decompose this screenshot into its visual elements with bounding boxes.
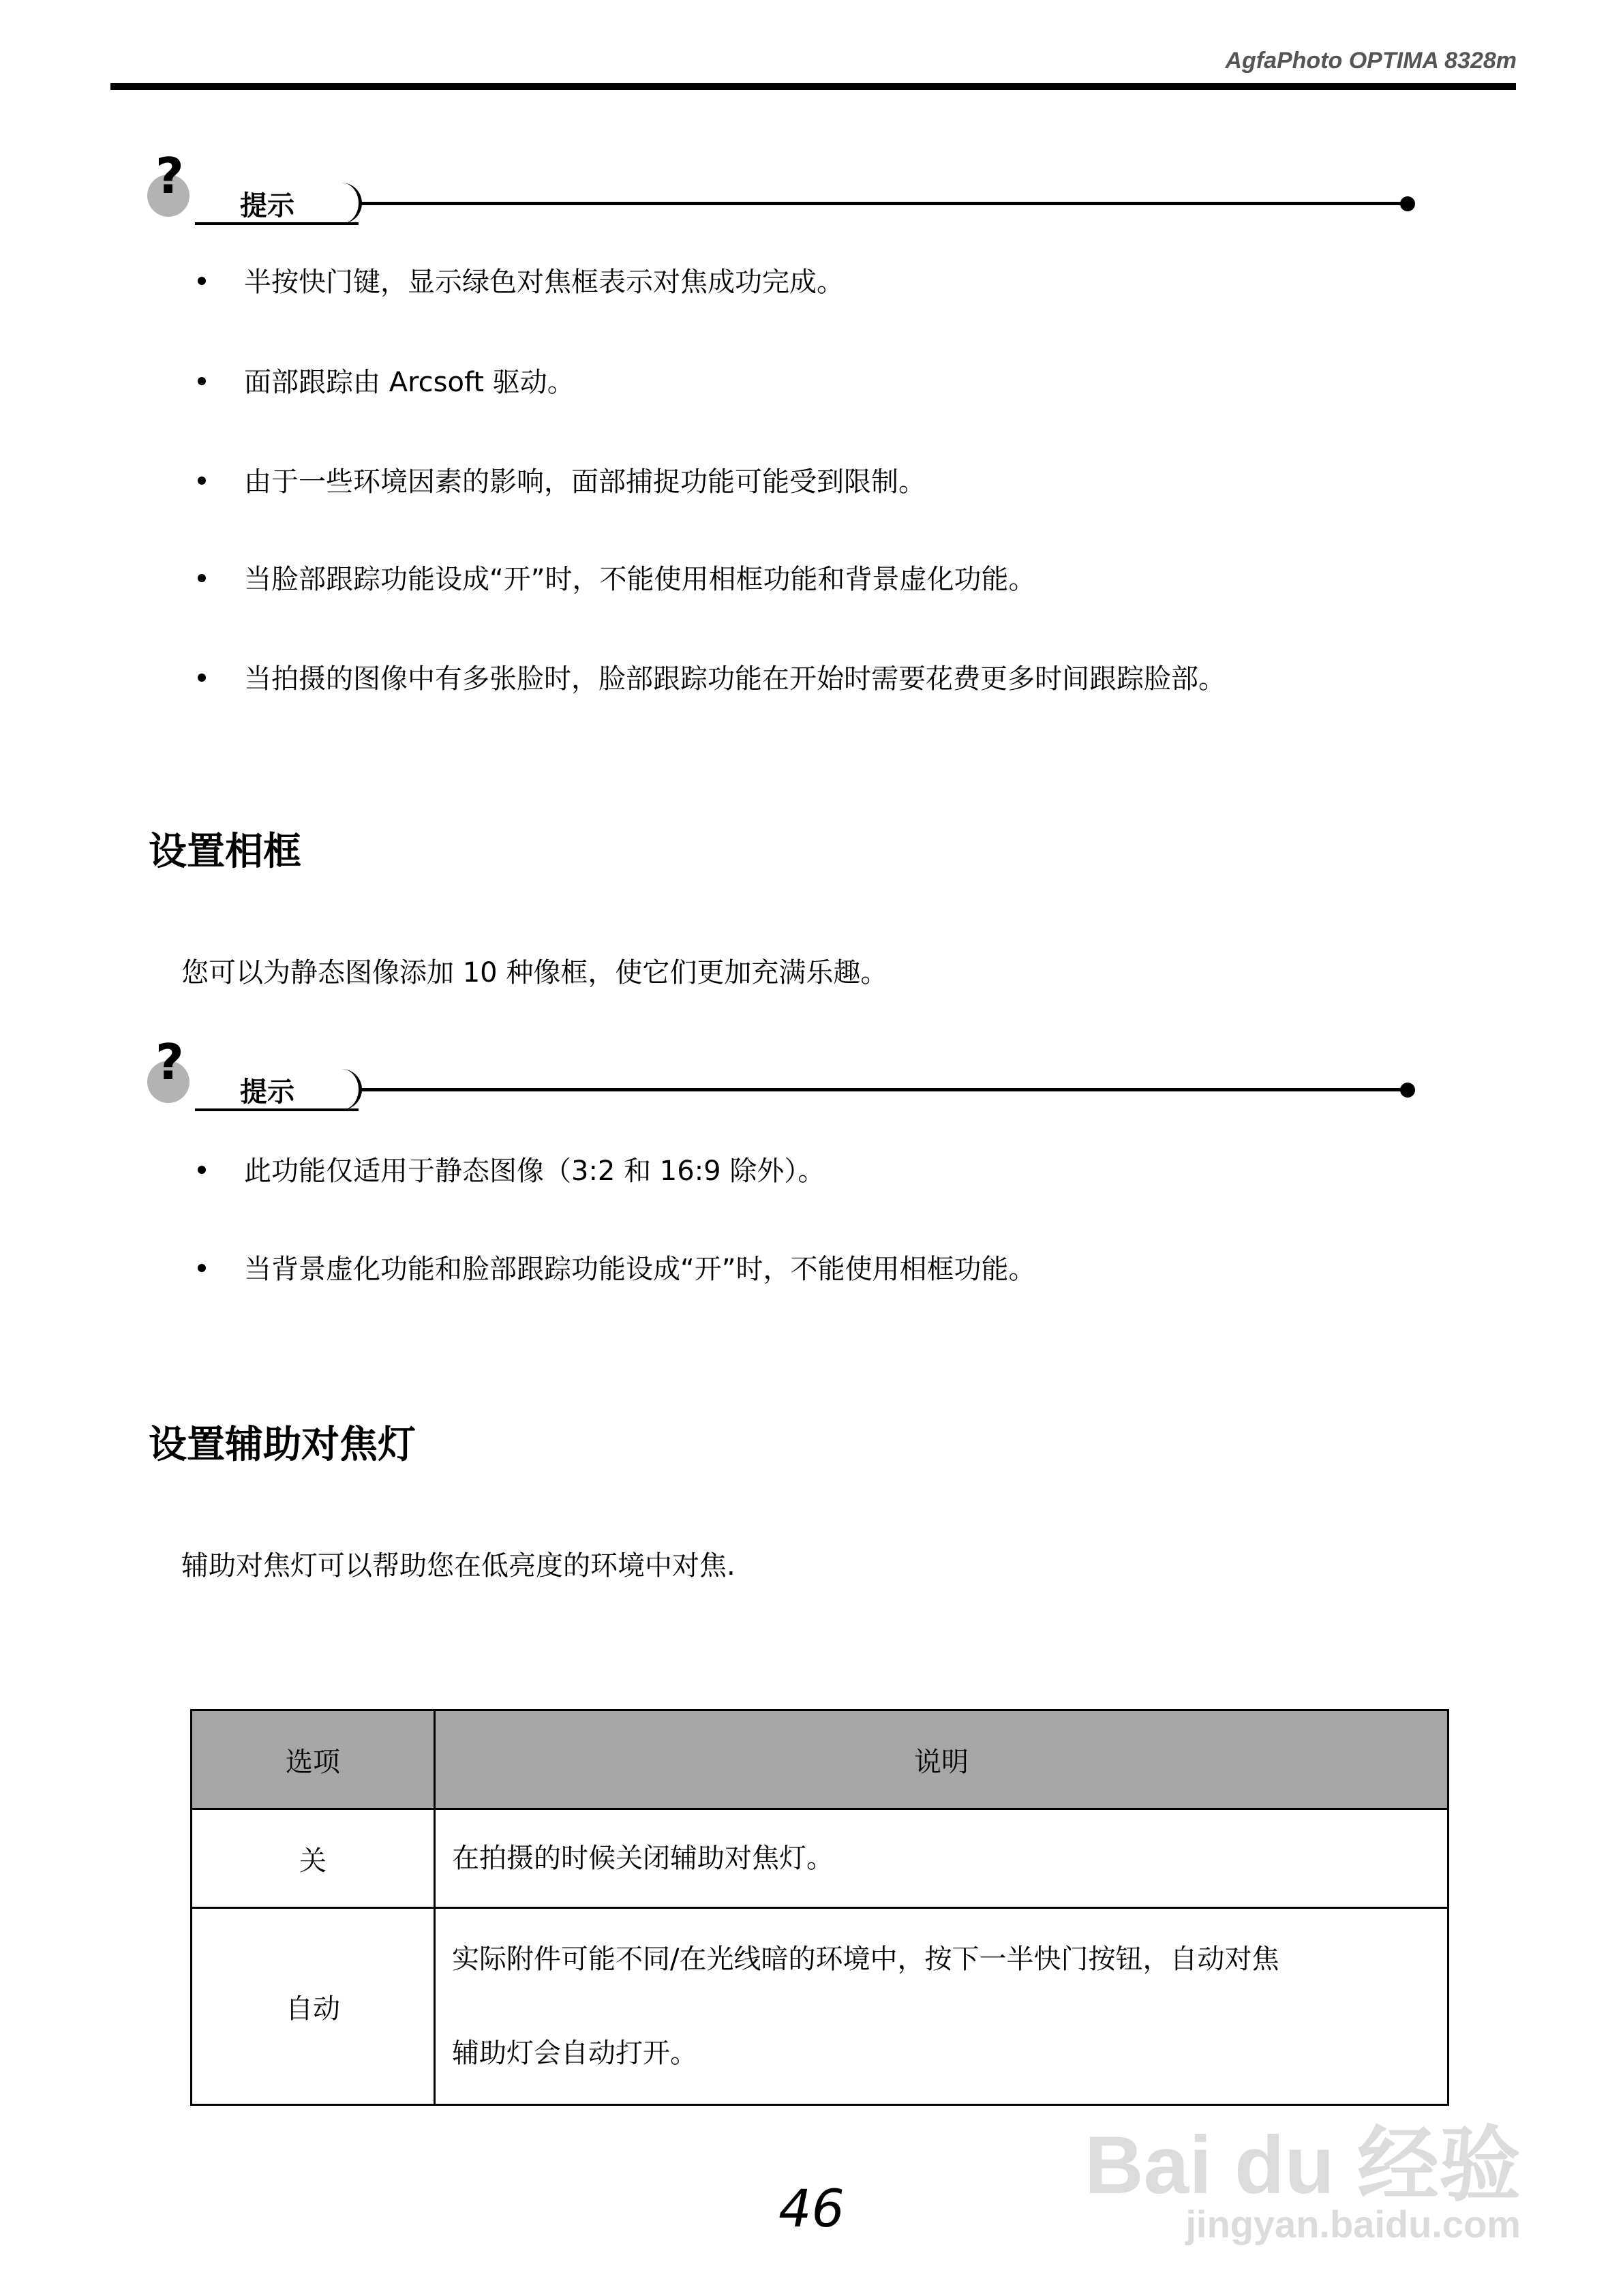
list-item-text: 当脸部跟踪功能设成“开”时，不能使用相框功能和背景虚化功能。 [244,564,1036,595]
table-header-option: 选项 [192,1710,435,1809]
table-header-description: 说明 [435,1710,1448,1809]
bullet-icon [198,1166,206,1174]
table-cell-description [435,1908,1448,2105]
description-line: 在拍摄的时候关闭辅助对焦灯。 [452,1843,834,1874]
bullet-icon [198,574,206,582]
question-mark-icon: ? [155,1033,184,1091]
table-cell-option: 关 [192,1809,435,1908]
tip-rule-end-dot [1400,196,1415,211]
page-number: 46 [778,2178,845,2239]
section-frame-description: 您可以为静态图像添加 10 种像框，使它们更加充满乐趣。 [181,957,888,988]
tip-rule-end-dot [1400,1083,1415,1098]
tip-bracket [324,1069,362,1110]
table-cell-description [435,1809,1448,1908]
section-heading-frame: 设置相框 [149,830,301,874]
table-row [192,1809,1448,1908]
list-item-text: 由于一些环境因素的影响，面部捕捉功能可能受到限制。 [244,466,926,498]
tip-rule [359,1088,1407,1091]
baidu-watermark-logo: Bai du 经验 [1084,2119,1521,2211]
section-af-description: 辅助对焦灯可以帮助您在低亮度的环境中对焦. [181,1550,735,1582]
bullet-icon [198,277,206,285]
tip-label: 提示 [240,190,294,222]
list-item-text: 当拍摄的图像中有多张脸时，脸部跟踪功能在开始时需要花费更多时间跟踪脸部。 [244,663,1226,695]
options-table [190,1709,1449,2106]
list-item-text: 当背景虚化功能和脸部跟踪功能设成“开”时，不能使用相框功能。 [244,1254,1036,1285]
list-item-text: 面部跟踪由 Arcsoft 驱动。 [244,367,575,398]
table-cell-option: 自动 [192,1908,435,2105]
question-mark-icon: ? [155,147,184,205]
tip-box-2 [147,1033,1415,1117]
table-row [192,1908,1448,2105]
bullet-icon [198,674,206,682]
document-header-title: AgfaPhoto OPTIMA 8328m [1225,48,1517,74]
list-item-text: 此功能仅适用于静态图像（3:2 和 16:9 除外）。 [244,1155,825,1187]
tip-box-1 [147,147,1415,230]
header-rule [110,83,1516,90]
bullet-icon [198,377,206,385]
description-line: 辅助灯会自动打开。 [452,2038,697,2069]
tip-bracket [324,183,362,224]
tip-label: 提示 [240,1076,294,1108]
bullet-icon [198,477,206,485]
bullet-icon [198,1264,206,1272]
tip-rule [359,202,1407,205]
section-heading-af-assist: 设置辅助对焦灯 [149,1423,416,1467]
list-item-text: 半按快门键，显示绿色对焦框表示对焦成功完成。 [244,267,844,298]
baidu-watermark-url: jingyan.baidu.com [1185,2203,1521,2246]
description-line: 实际附件可能不同/在光线暗的环境中，按下一半快门按钮，自动对焦 [452,1944,1279,1975]
table-header-row [192,1710,1448,1809]
